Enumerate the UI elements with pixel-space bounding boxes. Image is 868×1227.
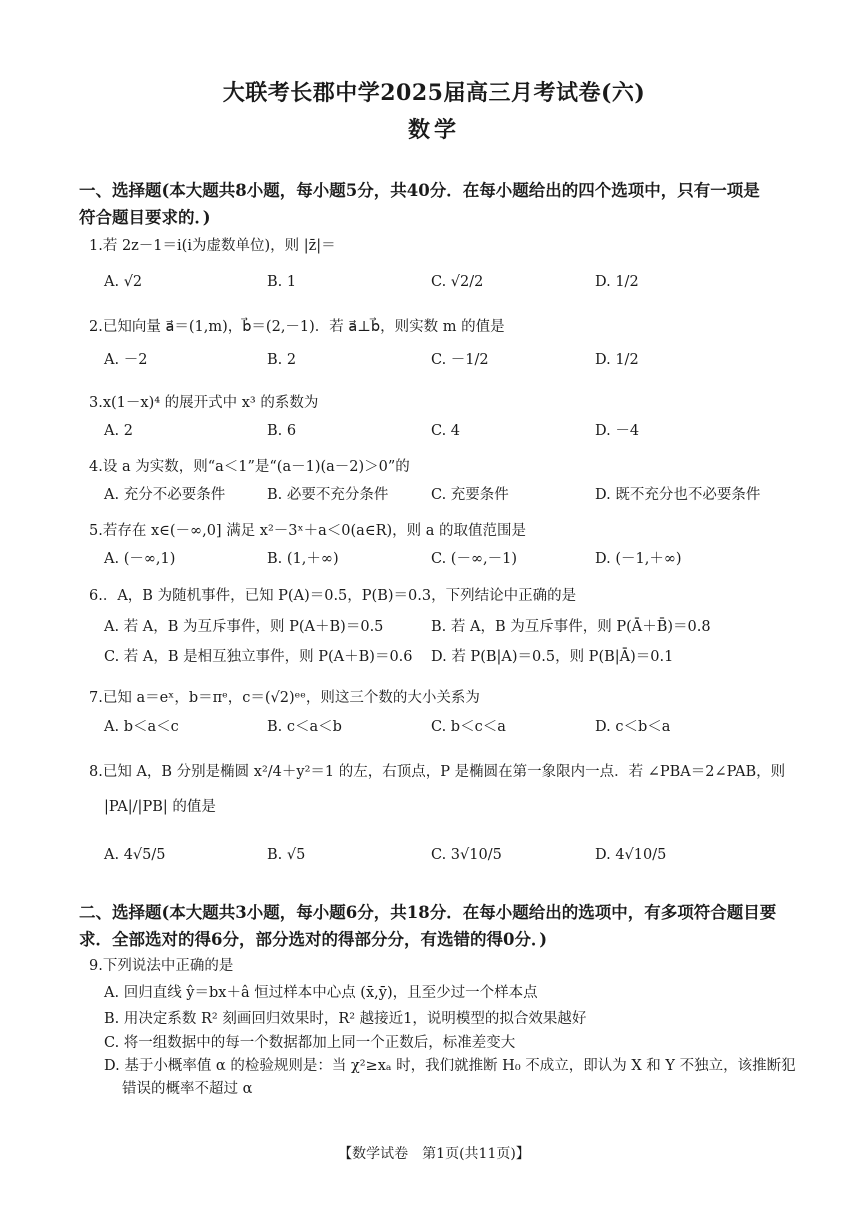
section1-header-line2: 符合题目要求的．) xyxy=(79,208,211,227)
question-2-stem: 2.已知向量 a⃗＝(1,m)，b⃗＝(2,－1)．若 a⃗⊥b⃗，则实数 m 的值是 xyxy=(89,319,505,335)
page-subtitle: 数学 xyxy=(407,117,460,143)
question-7-stem: 7.已知 a＝eˣ，b＝πᵉ，c＝(√2)ᵉᵉ，则这三个数的大小关系为 xyxy=(89,690,480,706)
question-2-option-a: A. －2 xyxy=(104,352,148,368)
question-3-option-d: D. －4 xyxy=(595,423,640,439)
question-4-option-b: B. 必要不充分条件 xyxy=(267,487,389,503)
question-1-option-a: A. √2 xyxy=(104,274,143,290)
question-2-option-c: C. －1/2 xyxy=(431,352,489,368)
question-9-option-d-line2: 错误的概率不超过 α xyxy=(122,1081,253,1097)
question-4-stem: 4.设 a 为实数，则“a＜1”是“(a－1)(a－2)＞0”的 xyxy=(89,459,410,475)
question-7-option-d: D. c＜b＜a xyxy=(595,719,671,735)
section2-header-line1: 二、选择题(本大题共3小题，每小题6分，共18分．在每小题给出的选项中，有多项符合题目要 xyxy=(79,903,777,922)
question-7-option-a: A. b＜a＜c xyxy=(104,719,179,735)
question-8-stem: 8.已知 A，B 分别是椭圆 x²/4＋y²＝1 的左，右顶点，P 是椭圆在第一象限内一点．若 ∠PBA＝2∠PAB，则 xyxy=(89,764,786,780)
question-2-option-d: D. 1/2 xyxy=(595,352,639,368)
question-9-option-d: D. 基于小概率值 α 的检验规则是：当 χ²≥xₐ 时，我们就推断 H₀ 不成立，即认为 X 和 Y 不独立，该推断犯 xyxy=(104,1058,796,1074)
question-6-option-b: B. 若 A，B 为互斥事件，则 P(Ā＋B̄)＝0.8 xyxy=(431,619,711,635)
question-7-option-b: B. c＜a＜b xyxy=(267,719,342,735)
question-6-option-d: D. 若 P(B|A)＝0.5，则 P(B|Ā)＝0.1 xyxy=(431,649,674,665)
question-4-option-a: A. 充分不必要条件 xyxy=(104,487,226,503)
question-3-stem: 3.x(1－x)⁴ 的展开式中 x³ 的系数为 xyxy=(89,395,319,411)
question-3-option-b: B. 6 xyxy=(267,423,297,439)
question-4-option-d: D. 既不充分也不必要条件 xyxy=(595,487,761,503)
page-title: 大联考长郡中学2025届高三月考试卷(六) xyxy=(222,80,646,106)
question-1-option-d: D. 1/2 xyxy=(595,274,639,290)
question-9-option-a: A. 回归直线 ŷ＝bx＋â 恒过样本中心点 (x̄,ȳ)，且至少过一个样本点 xyxy=(104,985,538,1001)
question-1-option-b: B. 1 xyxy=(267,274,297,290)
question-5-option-a: A. (－∞,1) xyxy=(104,551,176,567)
question-4-option-c: C. 充要条件 xyxy=(431,487,509,503)
question-9-stem: 9.下列说法中正确的是 xyxy=(89,958,234,974)
question-6-stem: 6.．A，B 为随机事件，已知 P(A)＝0.5，P(B)＝0.3，下列结论中正确的是 xyxy=(89,588,577,604)
question-6-option-c: C. 若 A，B 是相互独立事件，则 P(A＋B)＝0.6 xyxy=(104,649,413,665)
question-5-option-b: B. (1,＋∞) xyxy=(267,551,339,567)
section1-header-line1: 一、选择题(本大题共8小题，每小题5分，共40分．在每小题给出的四个选项中，只有一项是 xyxy=(79,181,760,200)
question-7-option-c: C. b＜c＜a xyxy=(431,719,506,735)
question-5-option-d: D. (－1,＋∞) xyxy=(595,551,682,567)
page-footer: 【数学试卷 第1页(共11页)】 xyxy=(338,1146,530,1162)
question-8-option-a: A. 4√5/5 xyxy=(104,847,166,863)
question-9-option-c: C. 将一组数据中的每一个数据都加上同一个正数后，标准差变大 xyxy=(104,1035,516,1051)
question-2-option-b: B. 2 xyxy=(267,352,297,368)
question-8-stem-line2: |PA|/|PB| 的值是 xyxy=(104,799,216,815)
question-3-option-c: C. 4 xyxy=(431,423,461,439)
question-8-option-b: B. √5 xyxy=(267,847,306,863)
question-1-stem: 1.若 2z－1＝i(i为虚数单位)，则 |z̄|＝ xyxy=(89,238,336,254)
question-5-option-c: C. (－∞,－1) xyxy=(431,551,518,567)
question-5-stem: 5.若存在 x∈(－∞,0] 满足 x²－3ˣ＋a＜0(a∈R)，则 a 的取值范围是 xyxy=(89,523,527,539)
section2-header-line2: 求．全部选对的得6分，部分选对的得部分分，有选错的得0分．) xyxy=(79,930,548,949)
question-3-option-a: A. 2 xyxy=(104,423,133,439)
question-1-option-c: C. √2/2 xyxy=(431,274,484,290)
question-6-option-a: A. 若 A，B 为互斥事件，则 P(A＋B)＝0.5 xyxy=(104,619,384,635)
question-8-option-c: C. 3√10/5 xyxy=(431,847,502,863)
question-9-option-b: B. 用决定系数 R² 刻画回归效果时，R² 越接近1，说明模型的拟合效果越好 xyxy=(104,1011,587,1027)
question-8-option-d: D. 4√10/5 xyxy=(595,847,667,863)
